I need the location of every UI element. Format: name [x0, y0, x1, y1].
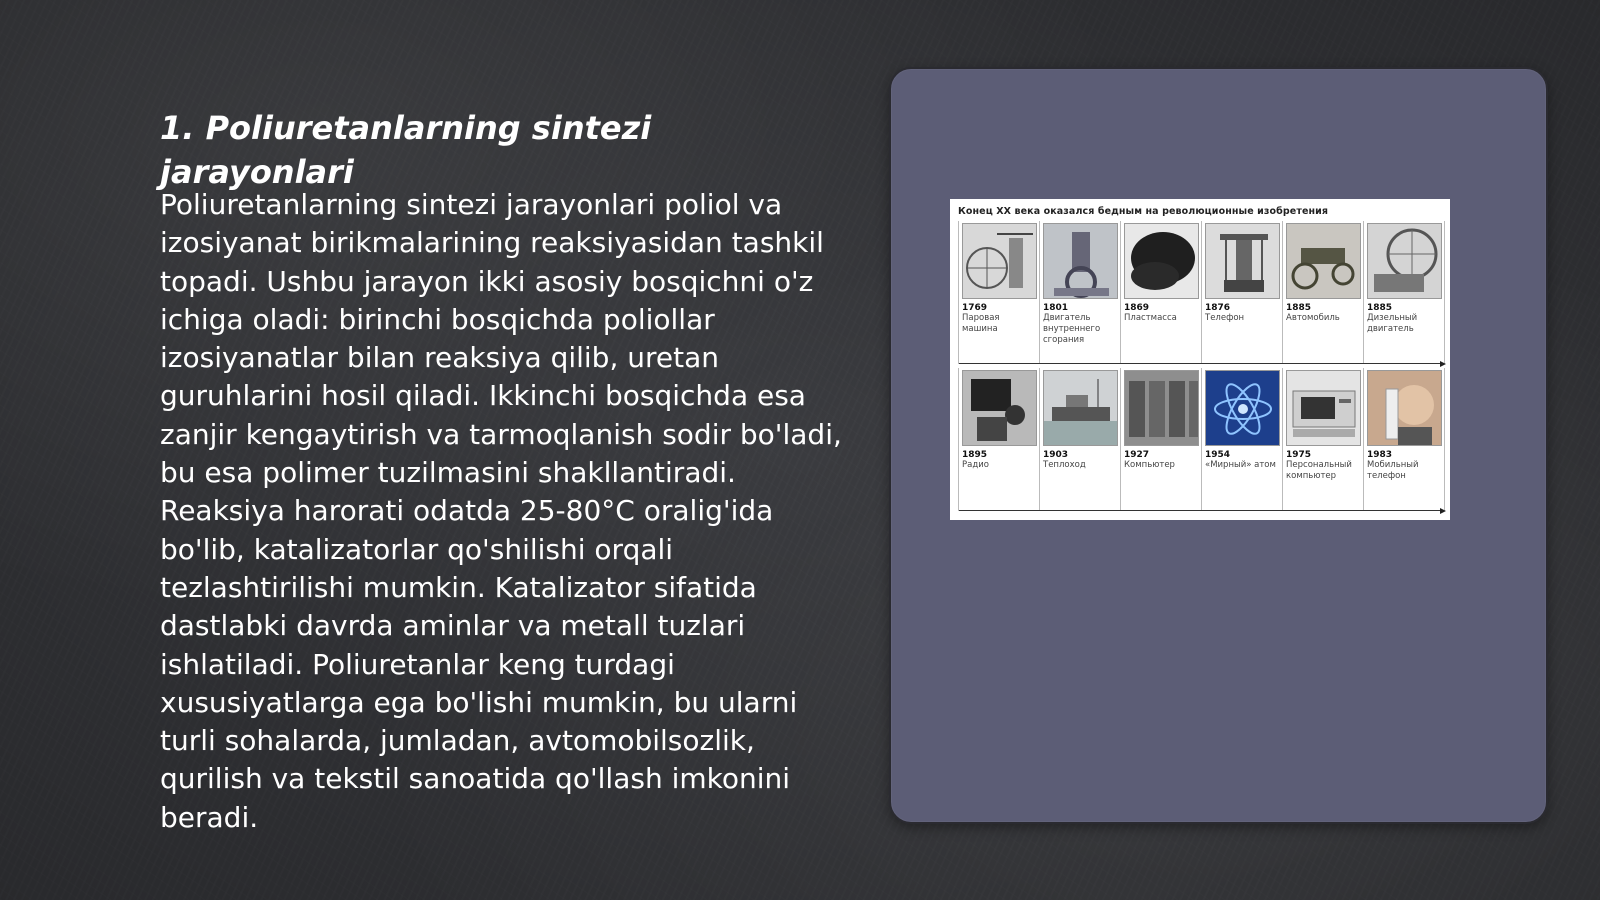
invention-year: 1983	[1367, 450, 1393, 460]
invention-cell	[1121, 221, 1202, 364]
motor-ship-image	[1043, 370, 1118, 446]
infographic-title: Конец XX века оказался бедным на революционные изобретения	[958, 206, 1329, 217]
combustion-engine-image	[1043, 223, 1118, 299]
steam-engine-image	[962, 223, 1037, 299]
invention-year: 1769	[962, 303, 988, 313]
invention-year: 1885	[1286, 303, 1312, 313]
infographic-row-1	[958, 221, 1438, 364]
invention-year: 1876	[1205, 303, 1231, 313]
slide-title: 1. Poliuretanlarning sintezi jarayonlari	[160, 109, 652, 191]
invention-label: Мобильный телефон	[1367, 460, 1419, 481]
invention-year: 1885	[1367, 303, 1393, 313]
slide-body-text: Poliuretanlarning sintezi jarayonlari poliol va izosiyanat birikmalarining reaksiyasidan tashkil topadi. Ushbu jarayon ikki asosiy bosqichni o'z ichiga oladi: birinchi bosqichda poliollar izosiyanatlar bilan reaksiya qilib, uretan guruhlarini hosil qiladi. Ikkinchi bosqichda esa zanjir kengaytirish va tarmoqlanish sodir bo'ladi, bu esa polimer tuzilmasini shakllantiradi. Reaksiya harorati odatda 25-80°C oralig'ida bo'lib, katalizatorlar qo'shilishi orqali tezlashtirilishi mumkin. Katalizator sifatida dastlabki davrda aminlar va metall tuzlari ishlatiladi. Poliuretanlar keng turdagi xususiyatlarga ega bo'lishi mumkin, bu ularni turli sohalarda, jumladan, avtomobilsozlik, qurilish va tekstil sanoatida qo'llash imkonini beradi.	[160, 188, 842, 834]
invention-cell	[1364, 368, 1445, 511]
timeline-arrow-icon	[1440, 508, 1446, 514]
automobile-image	[1286, 223, 1361, 299]
invention-label: Автомобиль	[1286, 313, 1340, 323]
invention-cell	[1202, 221, 1283, 364]
inventions-infographic[interactable]	[950, 199, 1450, 520]
invention-cell	[959, 221, 1040, 364]
atom-image	[1205, 370, 1280, 446]
invention-label: Двигатель внутреннего сгорания	[1043, 313, 1101, 345]
invention-cell	[1283, 221, 1364, 364]
personal-computer-image	[1286, 370, 1361, 446]
radio-image	[962, 370, 1037, 446]
invention-cell	[959, 368, 1040, 511]
computer-image	[1124, 370, 1199, 446]
invention-label: Пластмасса	[1124, 313, 1177, 323]
mobile-phone-image	[1367, 370, 1442, 446]
infographic-row-2	[958, 368, 1438, 511]
invention-label: Теплоход	[1043, 460, 1086, 470]
diesel-engine-image	[1367, 223, 1442, 299]
invention-year: 1801	[1043, 303, 1069, 313]
invention-label: Дизельный двигатель	[1367, 313, 1418, 334]
timeline-arrow-icon	[1440, 361, 1446, 367]
invention-label: Компьютер	[1124, 460, 1175, 470]
invention-year: 1895	[962, 450, 988, 460]
invention-year: 1869	[1124, 303, 1150, 313]
invention-cell	[1121, 368, 1202, 511]
invention-cell	[1040, 221, 1121, 364]
invention-label: «Мирный» атом	[1205, 460, 1276, 470]
invention-year: 1954	[1205, 450, 1231, 460]
invention-cell	[1040, 368, 1121, 511]
invention-year: 1927	[1124, 450, 1150, 460]
timeline-line	[959, 363, 1442, 364]
invention-cell	[1202, 368, 1283, 511]
plastic-image	[1124, 223, 1199, 299]
invention-label: Персональный компьютер	[1286, 460, 1352, 481]
invention-year: 1903	[1043, 450, 1069, 460]
telephone-image	[1205, 223, 1280, 299]
timeline-line	[959, 510, 1442, 511]
invention-label: Телефон	[1205, 313, 1245, 323]
invention-label: Радио	[962, 460, 989, 470]
invention-cell	[1364, 221, 1445, 364]
invention-cell	[1283, 368, 1364, 511]
invention-label: Паровая машина	[962, 313, 1000, 334]
invention-year: 1975	[1286, 450, 1312, 460]
